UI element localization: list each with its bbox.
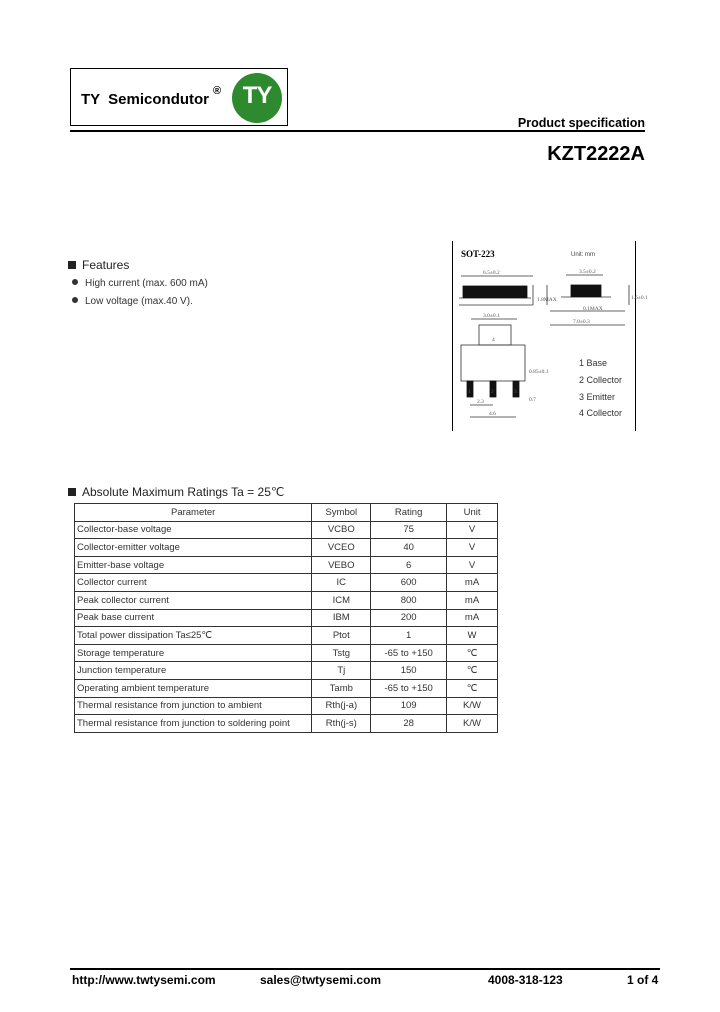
part-number: KZT2222A (547, 143, 645, 165)
company-name (81, 91, 209, 108)
cell-rating: 28 (371, 715, 447, 733)
features-title: Features (82, 258, 130, 272)
cell-unit: ℃ (447, 679, 498, 697)
cell-symbol: IC (312, 574, 371, 592)
table-row (75, 539, 498, 557)
dim-label: 4.6 (489, 411, 496, 417)
footer-email-link[interactable]: sales@twtysemi.com (260, 973, 382, 987)
table-row (75, 591, 498, 609)
dim-label: 0.85±0.1 (529, 369, 549, 375)
feature-item (72, 296, 193, 307)
square-bullet-icon (68, 488, 76, 496)
square-bullet-icon (68, 261, 76, 269)
cell-rating: -65 to +150 (371, 679, 447, 697)
cell-symbol: IBM (312, 609, 371, 627)
package-name: SOT-223 (461, 249, 495, 259)
cell-rating: 40 (371, 539, 447, 557)
footer-website-link[interactable]: http://www.twtysemi.com (72, 973, 216, 987)
registered-mark: ® (213, 85, 222, 97)
pin-label-1: 1 Base (579, 358, 608, 368)
footer-divider (70, 968, 660, 970)
pin-number: 2 (491, 389, 494, 395)
ratings-heading (68, 485, 284, 499)
feature-text: Low voltage (max.40 V). (85, 296, 193, 307)
dim-label: 3.0±0.1 (483, 313, 500, 319)
cell-parameter: Peak base current (75, 609, 312, 627)
cell-unit: V (447, 539, 498, 557)
dim-label: 0.7 (529, 397, 536, 403)
package-unit: Unit: mm (571, 252, 595, 258)
column-header: Parameter (75, 504, 312, 522)
cell-unit: W (447, 627, 498, 645)
cell-rating: 75 (371, 521, 447, 539)
cell-symbol: Rth(j-a) (312, 697, 371, 715)
pin-label-3: 3 Emitter (579, 392, 616, 402)
dim-label: 1.8MAX (537, 297, 557, 303)
cell-symbol: VCBO (312, 521, 371, 539)
product-specification-label: Product specification (517, 116, 645, 130)
pin-number: 1 (468, 389, 471, 395)
cell-parameter: Collector current (75, 574, 312, 592)
table-row (75, 609, 498, 627)
footer-phone: 4008-318-123 (488, 973, 563, 987)
cell-rating: 150 (371, 662, 447, 680)
company-word: Semicondutor (108, 91, 210, 108)
header-divider (70, 130, 645, 132)
cell-parameter: Collector-base voltage (75, 521, 312, 539)
dim-label: 1.6±0.1 (631, 295, 648, 301)
feature-text: High current (max. 600 mA) (85, 278, 208, 289)
cell-parameter: Emitter-base voltage (75, 556, 312, 574)
cell-unit: V (447, 556, 498, 574)
column-header: Unit (447, 504, 498, 522)
cell-rating: 1 (371, 627, 447, 645)
cell-unit: ℃ (447, 662, 498, 680)
cell-parameter: Operating ambient temperature (75, 679, 312, 697)
logo-initials: TY (242, 82, 272, 109)
cell-symbol: Rth(j-s) (312, 715, 371, 733)
pin-label-2: 2 Collector (579, 375, 623, 385)
table-row (75, 697, 498, 715)
cell-rating: 800 (371, 591, 447, 609)
dim-label: 6.5±0.2 (483, 270, 500, 276)
cell-symbol: VEBO (312, 556, 371, 574)
table-header-row (75, 504, 498, 522)
cell-rating: 6 (371, 556, 447, 574)
cell-symbol: ICM (312, 591, 371, 609)
cell-parameter: Thermal resistance from junction to soldering point (75, 715, 312, 733)
cell-unit: mA (447, 591, 498, 609)
table-row (75, 644, 498, 662)
table-row (75, 715, 498, 733)
column-header: Symbol (312, 504, 371, 522)
cell-parameter: Thermal resistance from junction to ambient (75, 697, 312, 715)
page-number: 1 of 4 (627, 973, 659, 987)
cell-symbol: Tj (312, 662, 371, 680)
dim-label: 2.3 (477, 399, 484, 405)
cell-unit: V (447, 521, 498, 539)
bullet-icon (72, 279, 78, 285)
table-row (75, 662, 498, 680)
cell-unit: mA (447, 574, 498, 592)
table-row (75, 679, 498, 697)
dim-label: 0.1MAX (583, 306, 603, 312)
table-row (75, 574, 498, 592)
cell-unit: ℃ (447, 644, 498, 662)
package-dimension-svg (453, 241, 648, 431)
cell-parameter: Peak collector current (75, 591, 312, 609)
pin-number: 4 (492, 337, 495, 343)
cell-rating: 600 (371, 574, 447, 592)
cell-symbol: VCEO (312, 539, 371, 557)
pin-label-4: 4 Collector (579, 408, 623, 418)
package-outline-drawing (452, 241, 648, 431)
cell-parameter: Total power dissipation Ta≤25℃ (75, 627, 312, 645)
company-logo (70, 68, 288, 126)
cell-rating: 109 (371, 697, 447, 715)
bullet-icon (72, 297, 78, 303)
table-row (75, 627, 498, 645)
cell-parameter: Collector-emitter voltage (75, 539, 312, 557)
feature-item (72, 278, 208, 289)
ratings-title: Absolute Maximum Ratings Ta = 25℃ (82, 485, 285, 499)
cell-unit: mA (447, 609, 498, 627)
cell-parameter: Storage temperature (75, 644, 312, 662)
cell-parameter: Junction temperature (75, 662, 312, 680)
features-heading (68, 258, 129, 272)
cell-symbol: Tstg (312, 644, 371, 662)
pin-number: 3 (514, 389, 517, 395)
table-row (75, 556, 498, 574)
absolute-maximum-ratings-table (74, 503, 498, 733)
cell-unit: K/W (447, 715, 498, 733)
table-row (75, 521, 498, 539)
column-header: Rating (371, 504, 447, 522)
company-short-name: TY (81, 91, 101, 108)
cell-unit: K/W (447, 697, 498, 715)
table-body (75, 521, 498, 732)
cell-rating: -65 to +150 (371, 644, 447, 662)
dim-label: 7.0±0.3 (573, 319, 590, 325)
cell-rating: 200 (371, 609, 447, 627)
logo-emblem (232, 73, 282, 123)
dim-label: 3.5±0.2 (579, 269, 596, 275)
cell-symbol: Ptot (312, 627, 371, 645)
cell-symbol: Tamb (312, 679, 371, 697)
